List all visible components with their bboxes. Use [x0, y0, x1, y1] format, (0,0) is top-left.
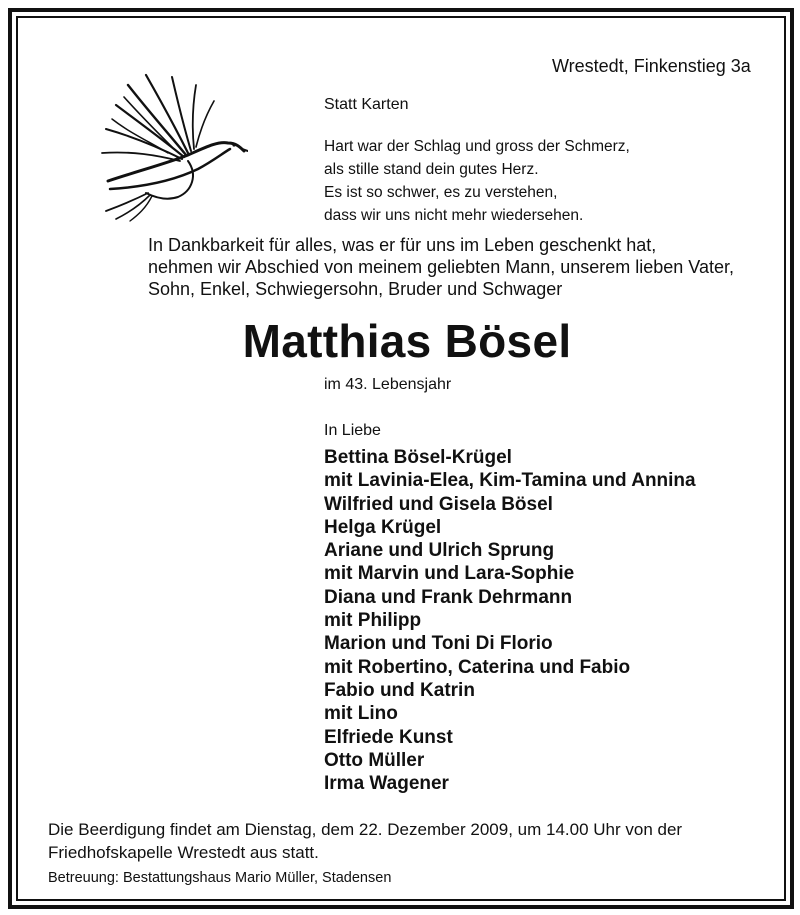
mourner-item: mit Lino — [324, 703, 398, 725]
poem-line: als stille stand dein gutes Herz. — [324, 161, 539, 178]
mourner-item: Fabio und Katrin — [324, 679, 475, 701]
obituary-frame — [8, 8, 794, 909]
mourner-item: Marion und Toni Di Florio — [324, 633, 553, 655]
mourners-list — [324, 446, 696, 795]
address: Wrestedt, Finkenstieg 3a — [552, 56, 751, 76]
dove-icon — [88, 63, 248, 223]
mourner-item: Diana und Frank Dehrmann — [324, 586, 573, 608]
mourner-item: Irma Wagener — [324, 773, 449, 795]
funeral-line: Die Beerdigung findet am Dienstag, dem 22. Dezember 2009, um 14.00 Uhr von der — [48, 820, 683, 839]
funeral-home-credit: Betreuung: Bestattungshaus Mario Müller, Stadensen — [48, 870, 392, 886]
poem-line: Es ist so schwer, es zu verstehen, — [324, 184, 558, 201]
deceased-age: im 43. Lebensjahr — [324, 376, 452, 393]
obituary-inner-border — [16, 16, 786, 901]
mourner-item: Otto Müller — [324, 749, 425, 771]
deceased-name: Matthias Bösel — [242, 315, 572, 367]
intro-line: Sohn, Enkel, Schwiegersohn, Bruder und Schwager — [148, 279, 563, 299]
mourner-item: mit Robertino, Caterina und Fabio — [324, 656, 631, 678]
mourner-item: Bettina Bösel-Krügel — [324, 447, 512, 468]
intro-line: In Dankbarkeit für alles, was er für uns im Leben geschenkt hat, — [148, 235, 657, 255]
mourner-item: Ariane und Ulrich Sprung — [324, 540, 555, 562]
mourner-item: mit Marvin und Lara-Sophie — [324, 563, 575, 585]
mourner-item: mit Philipp — [324, 610, 422, 632]
intro-line: nehmen wir Abschied von meinem geliebten Mann, unserem lieben Vater, — [148, 257, 735, 277]
poem-line: dass wir uns nicht mehr wiedersehen. — [324, 207, 584, 224]
mourner-item: Helga Krügel — [324, 516, 442, 538]
poem-line: Hart war der Schlag und gross der Schmerz, — [324, 138, 630, 155]
mourners-heading: In Liebe — [324, 422, 381, 439]
mourner-item: Wilfried und Gisela Bösel — [324, 493, 553, 515]
mourner-item: Elfriede Kunst — [324, 726, 453, 748]
poem — [324, 135, 630, 227]
intro-text — [148, 234, 734, 300]
funeral-line: Friedhofskapelle Wrestedt aus statt. — [48, 843, 319, 862]
statt-karten-label: Statt Karten — [324, 96, 409, 113]
funeral-notice — [48, 818, 682, 864]
mourner-item: mit Lavinia-Elea, Kim-Tamina und Annina — [324, 470, 696, 492]
